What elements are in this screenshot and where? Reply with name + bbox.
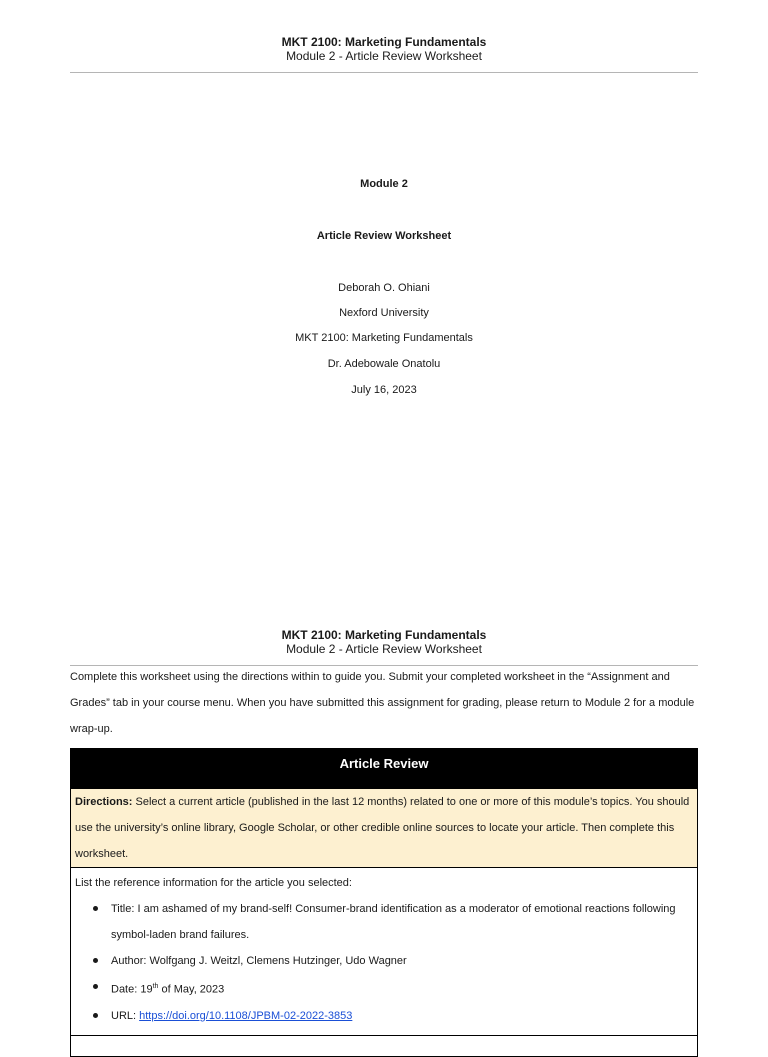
worksheet-title: Article Review Worksheet: [316, 230, 452, 242]
course-name: MKT 2100: Marketing Fundamentals: [295, 332, 473, 344]
article-url-link[interactable]: https://doi.org/10.1108/JPBM-02-2022-3853: [139, 1009, 353, 1022]
reference-title: [111, 896, 693, 948]
intro-paragraph: Complete this worksheet using the directions within to guide you. Submit your completed worksheet in the “Assignment and Grades” tab in your course menu. When you have submitted this assignment for grading, please return to Module 2 for a module wrap-up.: [70, 671, 695, 735]
date-rest: of May, 2023: [158, 983, 225, 996]
date-label: Date:: [111, 983, 138, 996]
table-heading: Article Review: [71, 749, 697, 788]
submission-date: July 16, 2023: [351, 384, 417, 396]
url-label: URL:: [111, 1009, 137, 1022]
directions-cell: [71, 788, 697, 867]
reference-intro: List the reference information for the article you selected:: [75, 877, 352, 889]
article-review-table: [70, 748, 698, 1057]
header-divider: [70, 72, 698, 73]
page1-header: [70, 35, 698, 63]
reference-url: [111, 1003, 693, 1029]
title-label: Title:: [111, 903, 135, 915]
reference-cell: [71, 867, 697, 1035]
instructor-name: Dr. Adebowale Onatolu: [327, 358, 441, 370]
author-name: Deborah O. Ohiani: [338, 282, 430, 294]
reference-date: [111, 974, 693, 1003]
reference-author: [111, 948, 693, 974]
header-course: MKT 2100: Marketing Fundamentals: [281, 628, 487, 642]
header-subtitle: Module 2 - Article Review Worksheet: [286, 642, 482, 656]
date-day: 19: [137, 983, 153, 996]
university-name: Nexford University: [339, 307, 429, 319]
directions-label: Directions:: [75, 796, 133, 808]
author-label: Author:: [111, 955, 147, 967]
module-title: Module 2: [360, 178, 408, 190]
header-subtitle: Module 2 - Article Review Worksheet: [286, 49, 482, 63]
directions-text: Select a current article (published in the last 12 months) related to one or more of this module’s topics. You should use the university’s online library, Google Scholar, or other credible online sources to locate your article. Then complete this worksheet.: [75, 796, 690, 860]
author-value: Wolfgang J. Weitzl, Clemens Hutzinger, Udo Wagner: [146, 955, 407, 967]
date-suffix: th: [152, 983, 159, 990]
title-value: I am ashamed of my brand-self! Consumer-brand identification as a moderator of emotional reactions following symbol-laden brand failures.: [111, 903, 676, 941]
header-course: MKT 2100: Marketing Fundamentals: [281, 35, 487, 49]
reference-list: [75, 896, 693, 1029]
page2-header: [70, 628, 698, 656]
next-row: [71, 1035, 697, 1056]
